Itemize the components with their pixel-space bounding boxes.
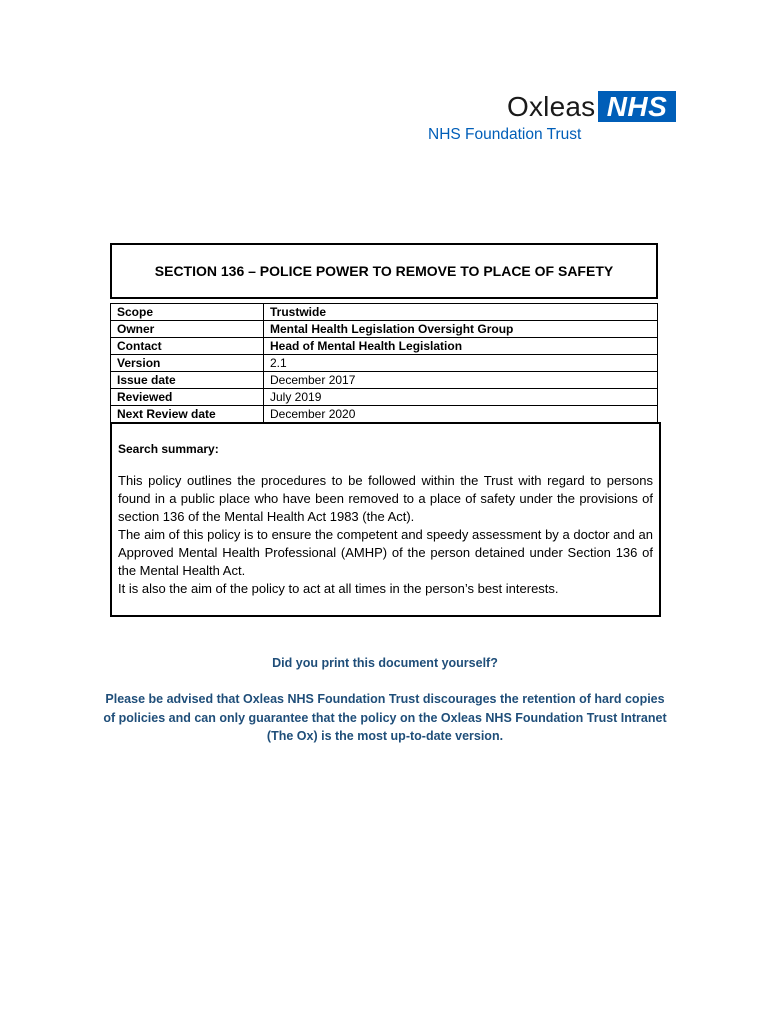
- summary-paragraph: This policy outlines the procedures to be followed within the Trust with regard to persons found in a public place who have been removed to a place of safety under the provisions of section 136 of the Mental Health Act 1983 (the Act).: [118, 473, 653, 524]
- meta-value: Trustwide: [264, 304, 658, 321]
- table-row: [111, 338, 658, 355]
- print-question: Did you print this document yourself?: [272, 656, 498, 670]
- document-title-box: [110, 243, 658, 299]
- nhs-badge: NHS: [598, 91, 676, 122]
- meta-key: Reviewed: [111, 389, 264, 406]
- table-row: [111, 389, 658, 406]
- meta-value: Head of Mental Health Legislation: [264, 338, 658, 355]
- table-row: [111, 355, 658, 372]
- meta-key: Contact: [111, 338, 264, 355]
- meta-value: December 2017: [264, 372, 658, 389]
- meta-key: Scope: [111, 304, 264, 321]
- table-row: [111, 321, 658, 338]
- summary-paragraph: The aim of this policy is to ensure the competent and speedy assessment by a doctor and an Approved Mental Health Professional (AMHP) of the person detained under Section 136 of the Mental Health Act.: [118, 527, 653, 578]
- meta-key: Version: [111, 355, 264, 372]
- meta-key: Owner: [111, 321, 264, 338]
- meta-value: July 2019: [264, 389, 658, 406]
- summary-text: [118, 472, 653, 598]
- search-summary-box: [110, 422, 661, 617]
- summary-heading: Search summary:: [118, 442, 219, 456]
- document-metadata-table: [110, 303, 658, 423]
- meta-value: 2.1: [264, 355, 658, 372]
- logo-org-name: Oxleas: [507, 91, 596, 122]
- document-title: SECTION 136 – POLICE POWER TO REMOVE TO PLACE OF SAFETY: [154, 263, 614, 279]
- print-advice: Please be advised that Oxleas NHS Foundation Trust discourages the retention of hard copies of policies and can only guarantee that the policy on the Oxleas NHS Foundation Trust Intranet (The Ox) is the most up-to-date version.: [103, 692, 667, 743]
- meta-value: December 2020: [264, 406, 658, 423]
- table-row: [111, 406, 658, 423]
- summary-paragraph: It is also the aim of the policy to act at all times in the person’s best interests.: [118, 581, 559, 596]
- table-row: [111, 372, 658, 389]
- meta-value: Mental Health Legislation Oversight Group: [264, 321, 658, 338]
- meta-key: Issue date: [111, 372, 264, 389]
- meta-key: Next Review date: [111, 406, 264, 423]
- oxleas-nhs-logo: [425, 88, 681, 148]
- table-row: [111, 304, 658, 321]
- logo-subtitle: NHS Foundation Trust: [428, 126, 582, 143]
